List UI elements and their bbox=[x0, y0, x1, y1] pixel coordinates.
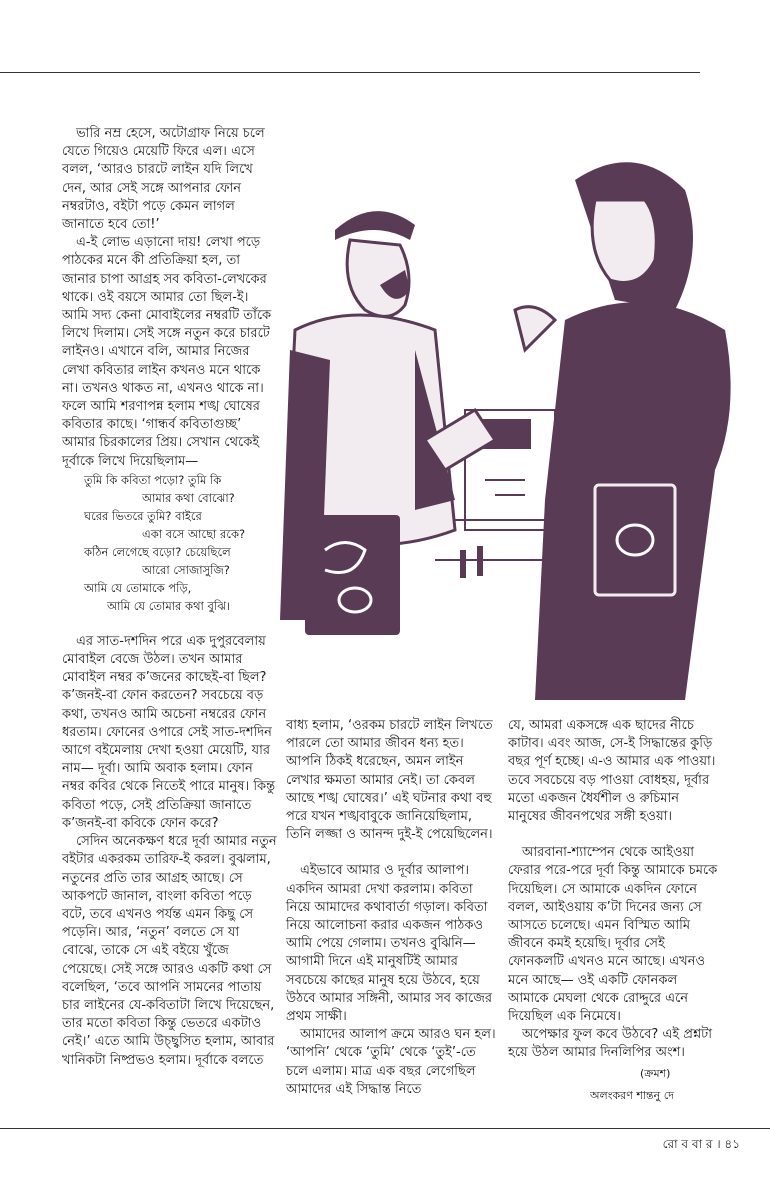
poem-line: তুমি কি কবিতা পড়ো? তুমি কি bbox=[84, 472, 222, 487]
paragraph: আরবানা-শ্যাম্পেন থেকে আইওয়া ফেরার পরে-পরে দূর্বা কিন্তু আমাকে চমকে দিয়েছিল। সে আমাকে একদিন ফোনে বলল, আইওয়ায় ক’টা দিনের জন্য সে আসতে চলেছে। এমন বিস্মিত আমি জীবনে কমই হয়েছি। দূর্বার সেই ফোনকলটি এখনও মনে আছে। এখনও মনে আছে— ওই একটি ফোনকল আমাকে মেঘলা থেকে রোদ্দুরে এনে দিয়েছিল এক নিমেষে। bbox=[508, 845, 718, 1025]
poem-line: আমি যে তোমার কথা বুঝি। bbox=[107, 598, 231, 613]
article-column-2 bbox=[286, 717, 496, 1099]
paragraph: বাধ্য হলাম, ‘ওরকম চারটে লাইন লিখতে পারলে তো আমার জীবন ধন্য হত। আপনি ঠিকই ধরেছেন, অমন লাইন লেখার ক্ষমতা আমার নেই। তা কেবল আছে শঙ্খ ঘোষের।’ এই ঘটনার কথা বহু পরে যখন শঙ্খবাবুকে জানিয়েছিলাম, তিনি লজ্জা ও আনন্দ দুই-ই পেয়েছিলেন। bbox=[286, 718, 493, 843]
paragraph: ভারি নম্র হেসে, অটোগ্রাফ নিয়ে চলে যেতে গিয়েও মেয়েটি ফিরে এল। এসে বলল, ‘আরও চারটে লাইন যদি লিখে দেন, আর সেই সঙ্গে আপনার ফোন নম্বরটাও, বইটা পড়ে কেমন লাগল জানাতে হবে তো!’ bbox=[62, 126, 265, 233]
paragraph: এইভাবে আমার ও দূর্বার আলাপ। একদিন আমরা দেখা করলাম। কবিতা নিয়ে আমাদের কথাবার্তা গড়াল। কবিতা নিয়ে আলোচনা করার একজন পাঠকও আমি পেয়ে গেলাম। তখনও বুঝিনি— আগামী দিনে এই মানুষটিই আমার সবচেয়ে কাছের মানুষ হয়ে উঠবে, হয়ে উঠবে আমার সঙ্গিনী, আমার সব কাজের প্রথম সাক্ষী। bbox=[286, 863, 493, 1025]
paragraph: আমাদের আলাপ ক্রমে আরও ঘন হল। ‘আপনি’ থেকে ‘তুমি’ থেকে ‘তুই’-তে চলে এলাম। মাত্র এক বছর লেগেছিল আমাদের এই সিদ্ধান্ত নিতে bbox=[286, 1027, 496, 1097]
illustration bbox=[265, 120, 755, 710]
poem-line: একা বসে আছো রকে? bbox=[142, 526, 246, 541]
poem-line: ঘরের ভিতরে তুমি? বাইরে bbox=[84, 508, 202, 523]
page-folio: রো ব বা র । ৪১ bbox=[662, 1137, 740, 1151]
poem-line: আমি যে তোমাকে পড়ি, bbox=[84, 580, 192, 595]
top-rule bbox=[0, 72, 700, 73]
poem-line: আরো সোজাসুজি? bbox=[142, 562, 230, 577]
poem-line: আমার কথা বোঝো? bbox=[142, 490, 235, 505]
poem-line: কঠিন লেগেছে বড়ো? চেয়েছিলে bbox=[84, 544, 231, 559]
paragraph: অপেক্ষার ফুল কবে উঠবে? এই প্রশ্নটা হয়ে উঠল আমার দিনলিপির অংশ। bbox=[508, 1027, 712, 1061]
paragraph: যে, আমরা একসঙ্গে এক ছাদের নীচে কাটাব। এবং আজ, সে-ই সিদ্ধান্তের কুড়ি বছর পূর্ণ হচ্ছে। এ-ও আমার এক পাওয়া। তবে সবচেয়ে বড় পাওয়া বোধহয়, দূর্বার মতো একজন ধৈর্যশীল ও রুচিমান মানুষের জীবনপথের সঙ্গী হওয়া। bbox=[508, 718, 716, 825]
paragraph: এর সাত-দশদিন পরে এক দুপুরবেলায় মোবাইল বেজে উঠল। তখন আমার মোবাইল নম্বর ক’জনের কাছেই-বা ছিল? ক’জনই-বা ফোন করতেন? সবচেয়ে বড় কথা, তখনও আমি অচেনা নম্বরের ফোন ধরতাম। ফোনের ওপারে সেই সাত-দশদিন আগে বইমেলায় দেখা হওয়া মেয়েটি, যার নাম— দূর্বা। আমি অবাক হলাম। ফোন নম্বর কবির থেকে নিতেই পারে মানুষ। কিন্তু কবিতা পড়ে, সেই প্রতিক্রিয়া জানাতে ক’জনই-বা কবিকে ফোন করে? bbox=[62, 633, 276, 831]
article-column-3 bbox=[508, 717, 718, 1063]
bottom-rule bbox=[0, 1128, 770, 1129]
woman-figure bbox=[515, 162, 731, 700]
paragraph: এ-ই লোভ এড়ানো দায়! লেখা পড়ে পাঠকের মনে কী প্রতিক্রিয়া হল, তা জানার চাপা আগ্রহ সব কবিতা-লেখকের থাকে। ওই বয়সে আমার তো ছিল-ই। আমি সদ্য কেনা মোবাইলের নম্বরটি তাঁকে লিখে দিলাম। সেই সঙ্গে নতুন করে চারটে লাইনও। এখানে বলি, আমার নিজের লেখা কবিতার লাইন কখনও মনে থাকে না। তখনও থাকত না, এখনও থাকে না। ফলে আমি শরণাপন্ন হলাম শঙ্খ ঘোষের কবিতার কাছে। ‘গান্ধর্ব কবিতাগুচ্ছ’ আমার চিরকালের প্রিয়। সেখান থেকেই দূর্বাকে লিখে দিয়েছিলাম— bbox=[62, 235, 272, 469]
illustration-credit: অলংকরণ শান্তনু দে bbox=[590, 1089, 674, 1102]
series-note: (ক্রমশ) bbox=[640, 1067, 671, 1080]
paragraph: সেদিন অনেকক্ষণ ধরে দূর্বা আমার নতুন বইটার একরকম তারিফ-ই করল। বুঝলাম, নতুনের প্রতি তার আগ্রহ আছে। সে আকপটে জানাল, বাংলা কবিতা পড়ে বটে, তবে এখনও পর্যন্ত এমন কিছু সে পড়েনি। আর, ‘নতুন’ বলতে সে যা বোঝে, তাকে সে এই বইয়ে খুঁজে পেয়েছে। সেই সঙ্গে আরও একটি কথা সে বলেছিল, ‘তবে আপনি সামনের পাতায় চার লাইনের যে-কবিতাটা লিখে দিয়েছেন, তার মতো কবিতা কিন্তু ভেতরে একটাও নেই।’ এতে আমি উচ্ছ্বসিত হলাম, আবার খানিকটা নিষ্প্রভও হলাম। দূর্বাকে বলতে bbox=[62, 834, 277, 1068]
article-column-1 bbox=[62, 125, 277, 1070]
poem-quote bbox=[62, 471, 277, 615]
